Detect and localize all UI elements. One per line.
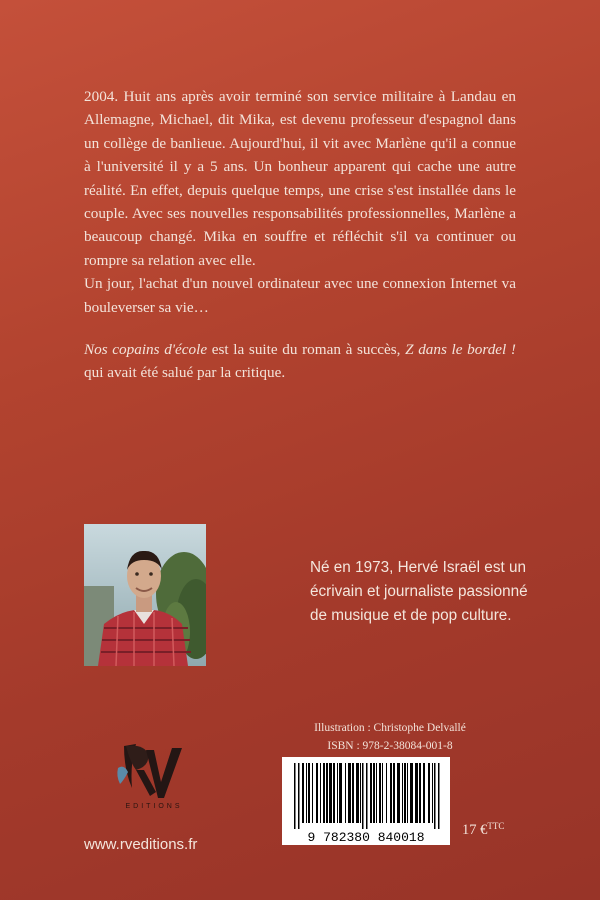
barcode-bar [370,763,372,823]
barcode-bar [393,763,395,823]
barcode-bar [308,763,310,823]
barcode-bar [397,763,400,823]
barcode-bar [339,763,342,823]
blurb-paragraph-3 [84,338,516,385]
price [462,822,504,839]
book-title: Nos copains d'école [84,341,208,359]
barcode-bar [373,763,375,823]
barcode-bar [302,763,304,823]
barcode-bar [382,763,383,823]
blurb-paragraph-2: Un jour, l'achat d'un nouvel ordinateur avec une connexion Internet va bouleverser sa vie… [84,275,516,316]
barcode-bar [320,763,321,823]
blurb-p3-mid: est la suite du roman à succès, [207,341,406,359]
barcode-graphic [282,757,450,845]
blurb-paragraph-1: 2004. Huit ans après avoir terminé son service militaire à Landau en Allemagne, Michael, dit Mika, est devenu professeur d'espagnol dans un collège de banlieue. Aujourd'hui, il vit avec Marlène qu'il a connue à l'université il y a 5 ans. Un bonheur apparent qui cache une autre réalité. En effet, depuis quelque temps, une crise s'est installée dans le couple. Avec ses nouvelles responsabilités professionnelles, Marlène a beaucoup changé. Mika en souffre et réfléchit s'il va continuer ou rompre sa relation avec elle. [84,88,516,269]
barcode-bar [306,763,307,823]
barcode-bar [333,763,335,823]
barcode-bar [428,763,430,823]
barcode-bar [415,763,418,823]
barcode [282,757,450,845]
barcode-bar [423,763,425,823]
author-bio: Né en 1973, Hervé Israël est un écrivain et journaliste passionné de musique et de pop culture. [310,559,528,624]
barcode-bar [352,763,354,823]
barcode-bar [376,763,377,823]
barcode-bar [386,763,387,823]
blurb-p3-end: qui avait été salué par la critique. [84,364,286,382]
publisher-website[interactable]: www.rveditions.fr [84,836,198,853]
barcode-guard-bar [298,763,300,829]
illustration-credit: Illustration : Christophe Delvallé [314,722,466,734]
barcode-bar [356,763,359,823]
barcode-bar [407,763,408,823]
barcode-guard-bar [362,763,364,829]
barcode-bar [390,763,392,823]
barcode-bar [348,763,351,823]
barcode-bar [419,763,421,823]
barcode-bar [337,763,338,823]
publisher-logo-label: EDITIONS [125,803,183,810]
barcode-guard-bar [366,763,368,829]
barcode-guard-bar [294,763,296,829]
barcode-bar [402,763,403,823]
barcode-number: 9 782380 840018 [307,830,425,845]
barcode-bar [329,763,332,823]
back-cover-blurb [84,85,516,385]
barcode-bar [360,763,361,823]
barcode-bar [312,763,313,823]
barcode-guard-bar [434,763,436,829]
barcode-bar [410,763,413,823]
barcode-bar [379,763,381,823]
barcode-bar [323,763,325,823]
previous-book-title: Z dans le bordel ! [405,341,516,359]
price-amount: 17 € [462,822,488,838]
barcode-bar [316,763,318,823]
price-suffix: TTC [487,821,505,831]
barcode-bar [326,763,328,823]
barcode-bar [345,763,346,823]
barcode-guard-bar [438,763,440,829]
author-photo [84,524,206,666]
barcode-bar [404,763,406,823]
barcode-bar [432,763,433,823]
isbn-text: ISBN : 978-2-38084-001-8 [327,740,453,752]
